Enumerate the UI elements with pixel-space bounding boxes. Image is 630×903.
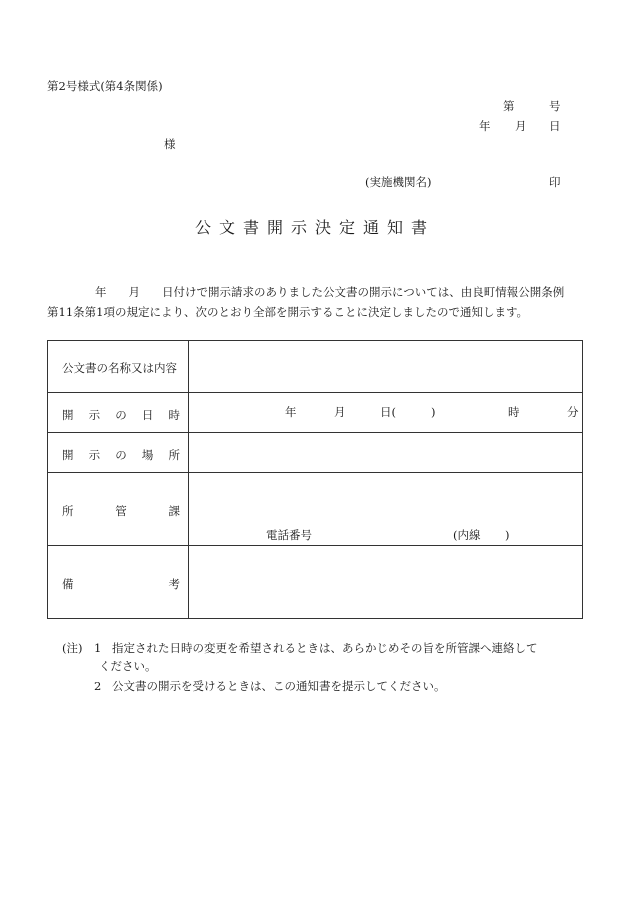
datetime-hour: 時: [508, 405, 520, 419]
department-field[interactable]: [189, 473, 583, 546]
note-2-number: 2: [94, 679, 102, 693]
row-label-datetime: 開 示 の 日 時: [48, 393, 189, 433]
note-1-number: 1: [94, 641, 102, 655]
table-row: [48, 546, 583, 619]
place-field[interactable]: [189, 433, 583, 473]
table-row: [48, 473, 583, 546]
intro-month: 月: [128, 285, 140, 299]
document-number-prefix: 第: [503, 99, 515, 113]
document-title: 公文書開示決定通知書: [194, 218, 435, 237]
document-name-field[interactable]: [189, 341, 583, 393]
note-1-line-1: 指定された日時の変更を希望されるときは、あらかじめその旨を所管課へ連絡して: [112, 641, 538, 655]
note-1-line-2: ください。: [99, 659, 157, 673]
row-label-remarks: 備 考: [48, 546, 189, 619]
datetime-year: 年: [285, 405, 297, 419]
notes-heading: (注): [62, 641, 83, 655]
row-label-department: 所 管 課: [48, 473, 189, 546]
form-id: 第2号様式(第4条関係): [47, 79, 163, 93]
remarks-field[interactable]: [189, 546, 583, 619]
extension-close: ): [505, 528, 510, 542]
seal-mark: 印: [549, 175, 561, 189]
intro-line-1: [47, 287, 564, 299]
datetime-minute: 分: [567, 405, 579, 419]
intro-rest: 日付けで開示請求のありました公文書の開示については、由良町情報公開条例: [162, 285, 565, 299]
date-day-label: 日: [549, 119, 561, 133]
datetime-weekday-close: ): [431, 405, 436, 419]
organization-label: (実施機関名): [365, 175, 432, 189]
table-row: [48, 393, 583, 433]
datetime-day: 日(: [380, 405, 396, 419]
date-year-label: 年: [479, 119, 491, 133]
table-row: [48, 433, 583, 473]
row-label-place: 開 示 の 場 所: [48, 433, 189, 473]
document-number-suffix: 号: [549, 99, 561, 113]
intro-year: 年: [95, 285, 107, 299]
date-month-label: 月: [515, 119, 527, 133]
datetime-month: 月: [334, 405, 346, 419]
datetime-field[interactable]: [189, 393, 583, 433]
disclosure-table: [47, 340, 583, 619]
note-2-line-1: 公文書の開示を受けるときは、この通知書を提示してください。: [112, 679, 446, 693]
table-row: [48, 341, 583, 393]
phone-label: 電話番号: [266, 528, 312, 542]
extension-label: (内線: [453, 528, 481, 542]
addressee-suffix: 様: [164, 137, 176, 151]
intro-line-2: 第11条第1項の規定により、次のとおり全部を開示することに決定しましたので通知します。: [47, 305, 529, 319]
row-label-document-name: 公文書の名称又は内容: [48, 341, 189, 393]
